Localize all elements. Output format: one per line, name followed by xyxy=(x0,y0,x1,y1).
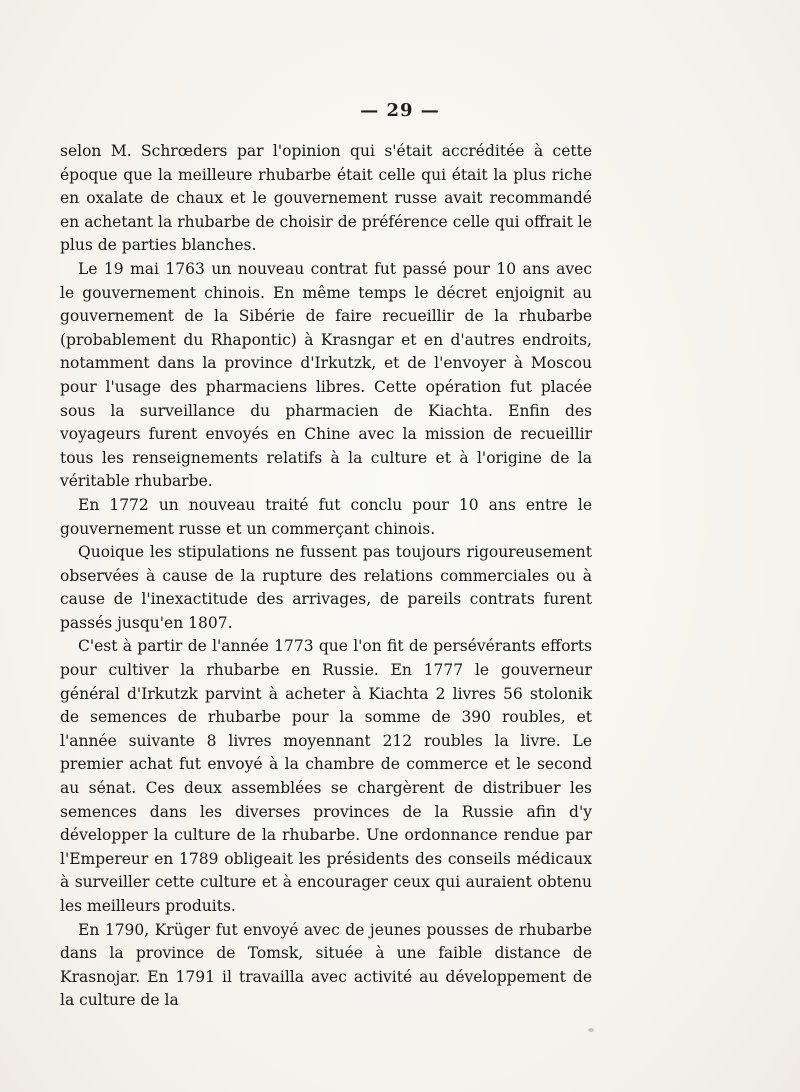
paragraph-5: C'est à partir de l'année 1773 que l'on fit de persévérants efforts pour cultiver la rhubarbe en Russie. En 1777 le gouverneur général d'Irkutzk parvint à acheter à Kiachta 2 livres 56 stolonik de semences de rhubarbe pour la somme de 390 roubles, et l'année suivante 8 livres moyennant 212 roubles la livre. Le premier achat fut envoyé à la chambre de commerce et le second au sénat. Ces deux assemblées se chargèrent de distribuer les semences dans les diverses provinces de la Russie afin d'y développer la culture de la rhubarbe. Une ordonnance rendue par l'Empereur en 1789 obligeait les présidents des conseils médicaux à surveiller cette culture et à encourager ceux qui auraient obtenu les meilleurs produits. xyxy=(60,637,592,915)
page-number: — 29 — xyxy=(360,100,440,121)
paragraph-6: En 1790, Krüger fut envoyé avec de jeunes pousses de rhubarbe dans la province de Tomsk, située à une faible distance de Krasnojar. En 1791 il travailla avec activité au développement de la culture de la xyxy=(60,920,592,1010)
paper-stain xyxy=(588,1028,594,1032)
body-text xyxy=(60,140,592,1013)
paragraph-4: Quoique les stipulations ne fussent pas toujours rigoureusement observées à cause de la rupture des relations commerciales ou à cause de l'inexactitude des arrivages, de pareils contrats furent passés jusqu'en 1807. xyxy=(60,543,592,632)
paragraph-2: Le 19 mai 1763 un nouveau contrat fut passé pour 10 ans avec le gouvernement chinois. En même temps le décret enjoignit au gouvernement de la Sibérie de faire recueillir de la rhubarbe (probablement du Rhapontic) à Krasngar et en d'autres endroits, notamment dans la province d'Irkutzk, et de l'envoyer à Moscou pour l'usage des pharmaciens libres. Cette opération fut placée sous la surveillance du pharmacien de Kiachta. Enfin des voyageurs furent envoyés en Chine avec la mission de recueillir tous les renseignements relatifs à la culture et à l'origine de la véritable rhubarbe. xyxy=(60,259,592,491)
paragraph-3: En 1772 un nouveau traité fut conclu pour 10 ans entre le gouvernement russe et un commerçant chinois. xyxy=(60,495,592,538)
paragraph-1: selon M. Schrœders par l'opinion qui s'était accréditée à cette époque que la meilleure rhubarbe était celle qui était la plus riche en oxalate de chaux et le gouvernement russe avait recommandé en achetant la rhubarbe de choisir de préférence celle qui offrait le plus de parties blanches. xyxy=(60,142,592,255)
